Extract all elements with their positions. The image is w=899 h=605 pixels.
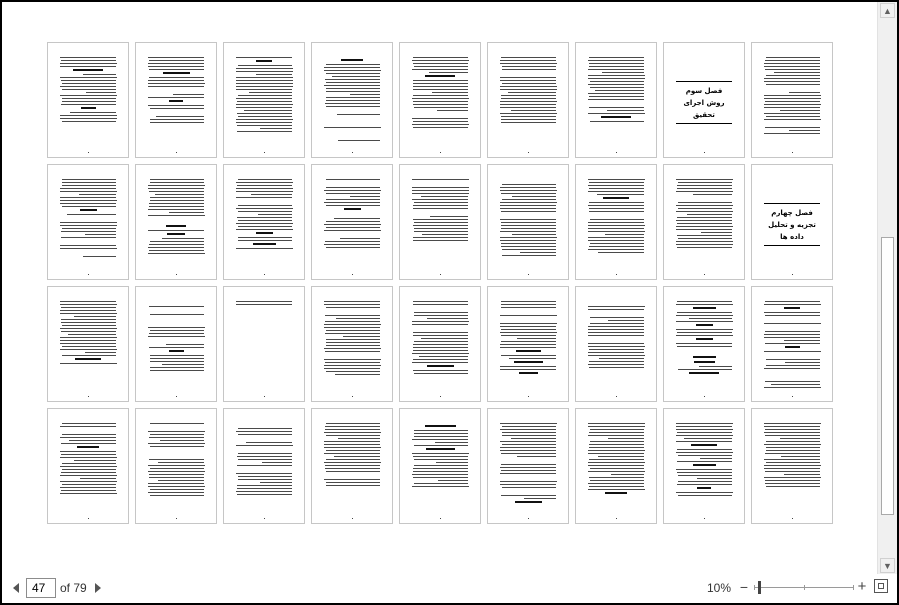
- chapter-title: فصل چهارم: [771, 209, 813, 217]
- page-thumbnail[interactable]: [223, 42, 305, 158]
- zoom-level-label[interactable]: 10%: [707, 581, 732, 595]
- page-thumbnail[interactable]: [399, 286, 481, 402]
- page-text-lines: [588, 423, 644, 497]
- page-text-lines: [764, 57, 820, 136]
- scroll-up-button[interactable]: [880, 3, 895, 18]
- page-thumbnail[interactable]: [399, 42, 481, 158]
- chevron-up-icon: ▲: [883, 5, 892, 16]
- page-thumbnail[interactable]: [663, 286, 745, 402]
- page-thumbnail[interactable]: [751, 42, 833, 158]
- page-thumbnail[interactable]: [663, 408, 745, 524]
- page-text-lines: [236, 179, 292, 251]
- page-thumbnail[interactable]: [663, 164, 745, 280]
- page-thumbnail[interactable]: [223, 286, 305, 402]
- previous-page-button[interactable]: [13, 583, 19, 593]
- page-number-input[interactable]: [26, 578, 56, 598]
- page-thumbnail[interactable]: [47, 42, 129, 158]
- page-text-lines: [236, 423, 292, 497]
- chapter-title: فصل سوم: [685, 87, 723, 95]
- page-thumbnail[interactable]: [135, 164, 217, 280]
- page-text-lines: [500, 179, 556, 258]
- document-viewport[interactable]: [2, 2, 875, 574]
- page-text-lines: [676, 179, 732, 250]
- status-bar: [2, 574, 897, 603]
- page-thumbnail-grid: [47, 42, 833, 524]
- page-text-lines: [60, 179, 116, 259]
- page-thumbnail[interactable]: [47, 164, 129, 280]
- page-text-lines: [412, 57, 468, 130]
- page-thumbnail[interactable]: [47, 408, 129, 524]
- page-thumbnail[interactable]: [135, 408, 217, 524]
- page-thumbnail[interactable]: [575, 408, 657, 524]
- page-thumbnail[interactable]: [311, 408, 393, 524]
- page-text-lines: [148, 179, 204, 256]
- page-thumbnail[interactable]: [135, 42, 217, 158]
- page-thumbnail[interactable]: [487, 286, 569, 402]
- page-thumbnail[interactable]: [575, 286, 657, 402]
- chapter-subtitle: روش اجرای تحقیق: [683, 99, 725, 119]
- page-thumbnail[interactable]: [311, 42, 393, 158]
- page-thumbnail[interactable]: [311, 286, 393, 402]
- page-text-lines: [764, 301, 820, 390]
- zoom-out-button[interactable]: −: [739, 579, 749, 595]
- page-text-lines: [588, 57, 644, 124]
- page-thumbnail[interactable]: [135, 286, 217, 402]
- page-text-lines: [676, 301, 732, 377]
- page-text-lines: [500, 423, 556, 506]
- page-thumbnail[interactable]: [575, 164, 657, 280]
- page-thumbnail[interactable]: [223, 164, 305, 280]
- page-text-lines: [148, 57, 204, 125]
- page-text-lines: [412, 179, 468, 243]
- page-thumbnail[interactable]: [487, 42, 569, 158]
- page-total-label: of 79: [60, 581, 87, 595]
- page-text-lines: [764, 423, 820, 489]
- page-text-lines: [60, 301, 116, 366]
- page-text-lines: [148, 301, 204, 373]
- page-text-lines: [324, 301, 380, 377]
- chapter-subtitle: تجزیه و تحلیل داده ها: [768, 221, 816, 241]
- page-text-lines: [60, 57, 116, 124]
- page-thumbnail[interactable]: [311, 164, 393, 280]
- vertical-scrollbar[interactable]: [877, 2, 897, 574]
- next-page-button[interactable]: [95, 583, 101, 593]
- chapter-heading: [674, 81, 734, 124]
- page-thumbnail[interactable]: [751, 164, 833, 280]
- zoom-slider[interactable]: [754, 587, 854, 588]
- page-thumbnail[interactable]: [575, 42, 657, 158]
- page-text-lines: [60, 423, 116, 501]
- scroll-thumb[interactable]: [881, 237, 894, 515]
- page-thumbnail[interactable]: [399, 408, 481, 524]
- page-thumbnail[interactable]: [751, 408, 833, 524]
- page-text-lines: [412, 301, 468, 376]
- page-text-lines: [500, 301, 556, 377]
- page-text-lines: [236, 57, 292, 134]
- page-thumbnail[interactable]: [751, 286, 833, 402]
- page-text-lines: [676, 423, 732, 498]
- page-thumbnail[interactable]: [487, 408, 569, 524]
- page-thumbnail[interactable]: [47, 286, 129, 402]
- page-thumbnail[interactable]: [487, 164, 569, 280]
- chevron-down-icon: ▼: [883, 560, 892, 571]
- page-text-lines: [412, 423, 468, 489]
- page-thumbnail[interactable]: [399, 164, 481, 280]
- page-text-lines: [236, 301, 292, 307]
- page-thumbnail[interactable]: [223, 408, 305, 524]
- scroll-down-button[interactable]: [880, 558, 895, 573]
- chapter-heading: [762, 203, 822, 246]
- page-thumbnail[interactable]: [663, 42, 745, 158]
- page-text-lines: [588, 301, 644, 370]
- page-text-lines: [148, 423, 204, 498]
- page-text-lines: [588, 179, 644, 255]
- page-text-lines: [324, 423, 380, 488]
- page-text-lines: [324, 57, 380, 143]
- fit-page-icon[interactable]: [874, 579, 888, 593]
- page-text-lines: [324, 179, 380, 250]
- zoom-in-button[interactable]: +: [857, 578, 867, 595]
- zoom-slider-thumb[interactable]: [758, 581, 761, 594]
- page-text-lines: [500, 57, 556, 125]
